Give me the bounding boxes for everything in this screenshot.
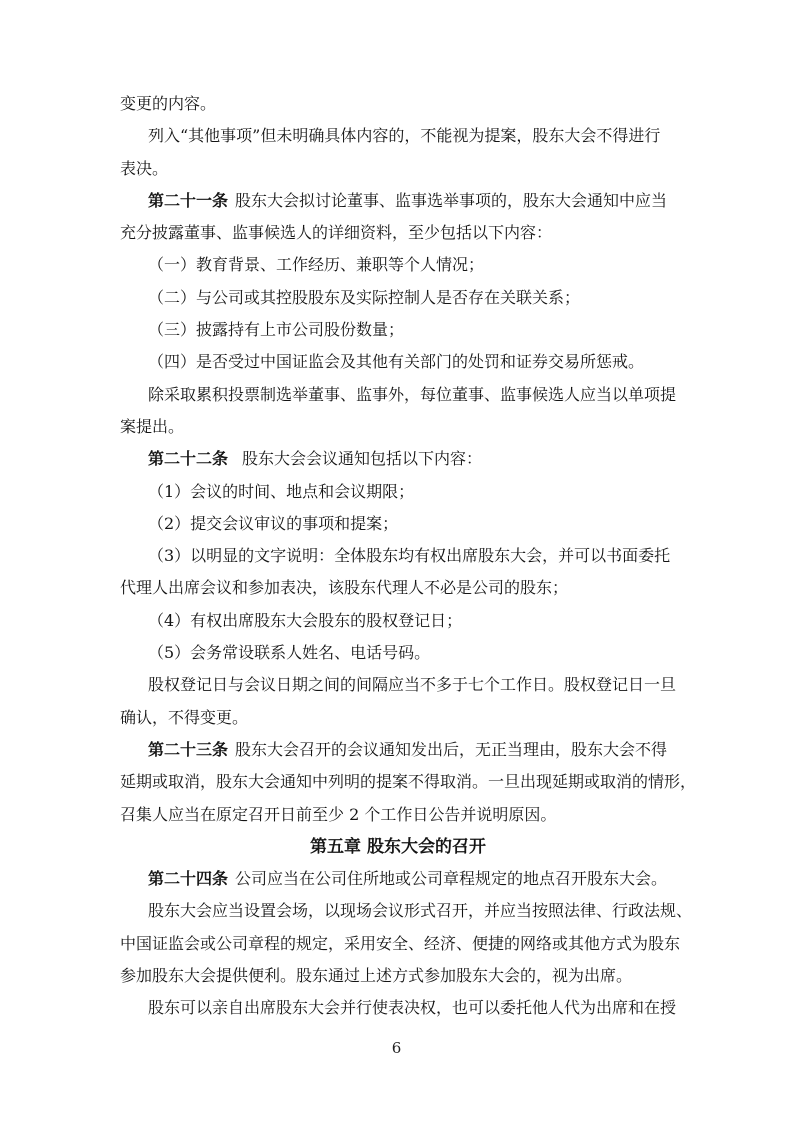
text-line: （1）会议的时间、地点和会议期限； (148, 481, 415, 501)
text-line: 代理人出席会议和参加表决，该股东代理人不必是公司的股东； (120, 578, 569, 598)
text-line: 股东大会应当设置会场，以现场会议形式召开，并应当按照法律、行政法规、 (148, 901, 693, 921)
text-line: 案提出。 (120, 416, 185, 436)
text-line: 中国证监会或公司章程的规定，采用安全、经济、便捷的网络或其他方式为股东 (120, 933, 681, 953)
text-line: （三）披露持有上市公司股份数量； (148, 320, 405, 340)
text-line: （四）是否受过中国证监会及其他有关部门的处罚和证券交易所惩戒。 (148, 352, 645, 372)
text-line: （4）有权出席股东大会股东的股权登记日； (148, 610, 463, 630)
article-number: 第二十一条 (148, 190, 229, 210)
text-line (120, 863, 676, 895)
chapter-heading: 第五章 股东大会的召开 (310, 836, 486, 857)
text-line: 充分披露董事、监事候选人的详细资料，至少包括以下内容： (120, 223, 553, 243)
text-line (120, 185, 676, 217)
article-number: 第二十四条 (148, 869, 229, 889)
text-line: 确认，不得变更。 (120, 707, 249, 727)
article-number: 第二十二条 (148, 449, 229, 469)
article-text: 公司应当在公司住所地或公司章程规定的地点召开股东大会。 (235, 869, 668, 889)
article-number: 第二十三条 (148, 739, 229, 759)
text-line: 股东可以亲自出席股东大会并行使表决权，也可以委托他人代为出席和在授 (148, 998, 677, 1018)
text-line: 召集人应当在原定召开日前至少 2 个工作日公告并说明原因。 (120, 804, 557, 824)
text-line: （2）提交会议审议的事项和提案； (148, 513, 399, 533)
text-line: 股权登记日与会议日期之间的间隔应当不多于七个工作日。股权登记日一旦 (148, 675, 677, 695)
text-line: 参加股东大会提供便利。股东通过上述方式参加股东大会的，视为出席。 (120, 966, 633, 986)
document-body (120, 88, 697, 1025)
text-line: 除采取累积投票制选举董事、监事外，每位董事、监事候选人应当以单项提 (148, 384, 677, 404)
article-text: 股东大会召开的会议通知发出后，无正当理由，股东大会不得 (235, 739, 668, 759)
article-text: 股东大会拟讨论董事、监事选举事项的，股东大会通知中应当 (235, 190, 668, 210)
text-line: 延期或取消，股东大会通知中列明的提案不得取消。一旦出现延期或取消的情形， (120, 772, 697, 792)
text-line (120, 443, 676, 475)
page-number: 6 (391, 1039, 402, 1057)
text-line (120, 734, 676, 766)
text-line: （一）教育背景、工作经历、兼职等个人情况； (148, 255, 485, 275)
text-line: 表决。 (120, 158, 169, 178)
text-line: （5）会务常设联系人姓名、电话号码。 (148, 643, 431, 663)
text-line: （二）与公司或其控股股东及实际控制人是否存在关联关系； (148, 287, 581, 307)
text-line: 列入“其他事项”但未明确具体内容的，不能视为提案，股东大会不得进行 (148, 126, 661, 146)
article-text: 股东大会会议通知包括以下内容： (242, 449, 483, 469)
text-line: 变更的内容。 (120, 94, 217, 113)
text-line: （3）以明显的文字说明：全体股东均有权出席股东大会，并可以书面委托 (148, 546, 671, 566)
